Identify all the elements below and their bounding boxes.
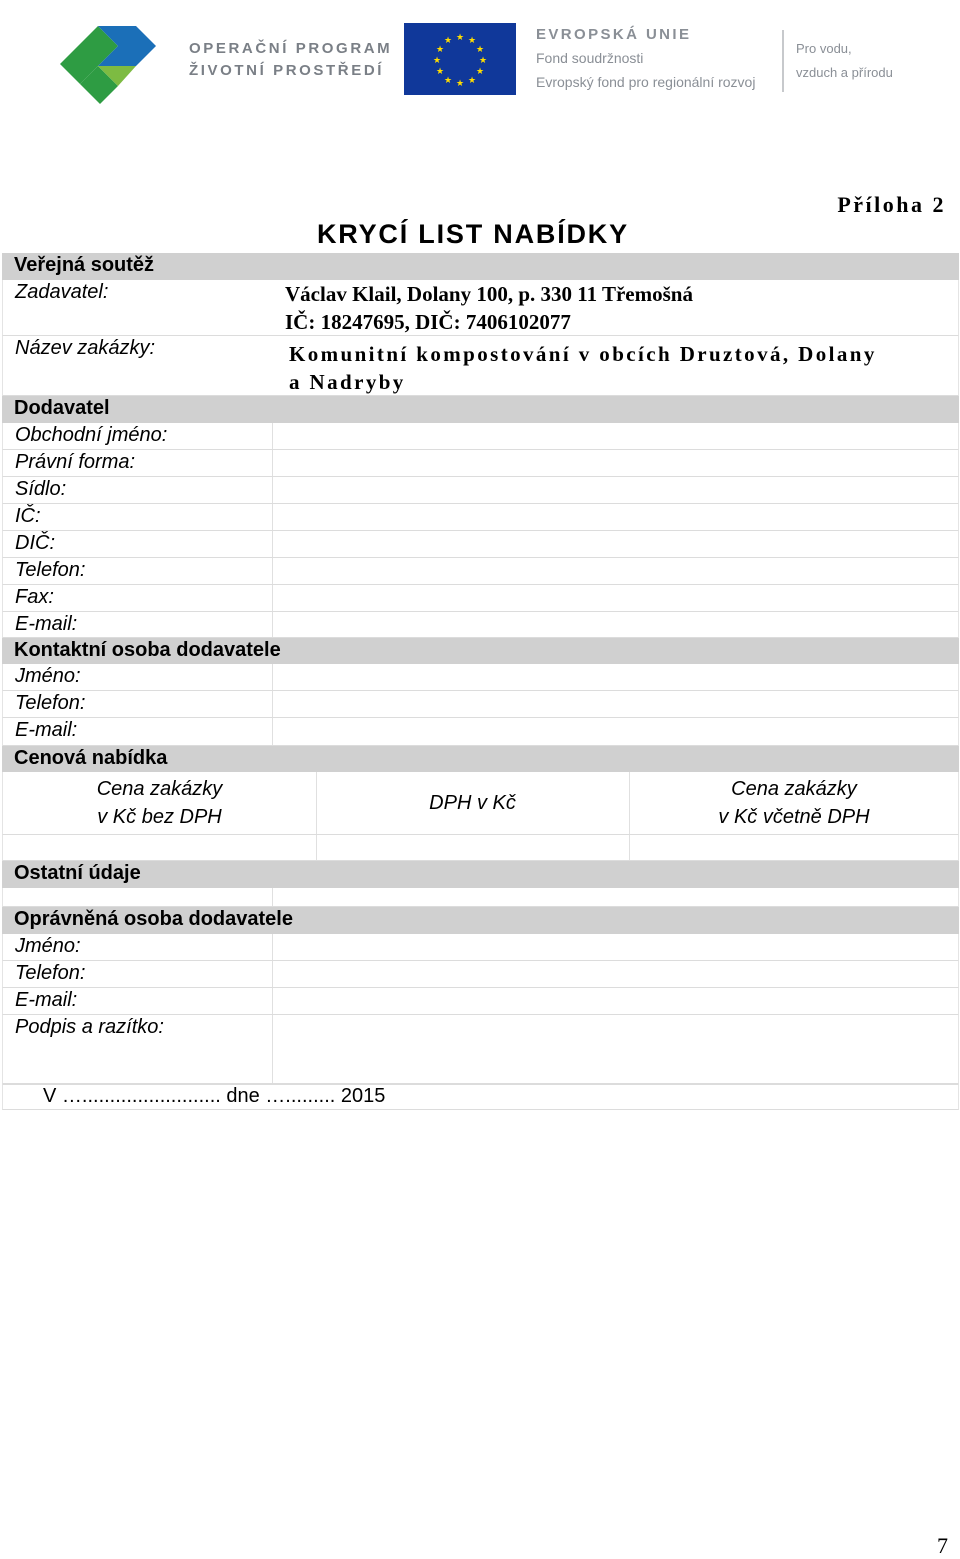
field-label: Obchodní jméno: — [15, 424, 168, 446]
field-label: Fax: — [15, 586, 54, 608]
eu-logo-text: EVROPSKÁ UNIE Fond soudržnosti Evropský fond pro regionální rozvoj — [536, 26, 756, 90]
opzp-logo-text: OPERAČNÍ PROGRAM ŽIVOTNÍ PROSTŘEDÍ — [189, 40, 393, 79]
section-supplier: Dodavatel — [2, 396, 959, 423]
authorized-field-row[interactable] — [2, 961, 959, 988]
supplier-field-row[interactable] — [2, 585, 959, 612]
contact-field-row[interactable] — [2, 718, 959, 746]
logo-divider — [782, 30, 784, 92]
field-label: Jméno: — [15, 665, 81, 687]
svg-text:★: ★ — [478, 56, 488, 66]
field-label: IČ: — [15, 505, 41, 527]
svg-text:★: ★ — [455, 79, 465, 89]
supplier-field-row[interactable] — [2, 504, 959, 531]
contact-field-row[interactable] — [2, 691, 959, 718]
other-info-row[interactable] — [2, 888, 959, 907]
field-label: DIČ: — [15, 532, 55, 554]
svg-text:★: ★ — [467, 36, 477, 46]
signature-stamp-row[interactable] — [2, 1015, 959, 1084]
field-label: Telefon: — [15, 962, 86, 984]
section-public-tender: Veřejná soutěž — [2, 253, 959, 280]
motto-text: Pro vodu, vzduch a přírodu — [796, 41, 893, 80]
svg-text:★: ★ — [435, 45, 445, 55]
contract-name-label: Název zakázky: — [15, 337, 156, 359]
svg-text:★: ★ — [435, 67, 445, 77]
page-number: 7 — [937, 1533, 948, 1558]
supplier-field-row[interactable] — [2, 558, 959, 585]
supplier-field-row[interactable] — [2, 423, 959, 450]
field-label: Jméno: — [15, 935, 81, 957]
field-label: E-mail: — [15, 613, 78, 635]
svg-text:★: ★ — [467, 76, 477, 86]
field-label: Sídlo: — [15, 478, 67, 500]
price-values-row[interactable] — [2, 835, 959, 861]
supplier-field-row[interactable] — [2, 612, 959, 638]
price-without-vat-header: Cena zakázky v Kč bez DPH — [96, 778, 223, 828]
field-label: Telefon: — [15, 559, 86, 581]
document-title: KRYCÍ LIST NABÍDKY — [317, 219, 629, 249]
eu-flag-icon — [404, 23, 516, 95]
svg-text:★: ★ — [432, 56, 442, 66]
place-date-text: V …......................... dne …......... 2015 — [43, 1085, 386, 1107]
logo-bar — [0, 0, 960, 120]
contract-name-row — [2, 336, 959, 396]
contracting-authority-row — [2, 280, 959, 336]
price-with-vat-header: Cena zakázky v Kč včetně DPH — [718, 778, 870, 828]
section-price-offer: Cenová nabídka — [2, 746, 959, 772]
svg-text:★: ★ — [475, 45, 485, 55]
field-label: Podpis a razítko: — [15, 1016, 164, 1038]
field-label: E-mail: — [15, 719, 78, 741]
vat-header: DPH v Kč — [429, 792, 516, 814]
svg-text:★: ★ — [475, 67, 485, 77]
supplier-field-row[interactable] — [2, 477, 959, 504]
place-date-row[interactable] — [2, 1084, 959, 1110]
authorized-field-row[interactable] — [2, 934, 959, 961]
contracting-authority-label: Zadavatel: — [15, 281, 109, 303]
svg-text:★: ★ — [455, 33, 465, 43]
svg-text:★: ★ — [443, 36, 453, 46]
section-contact-person: Kontaktní osoba dodavatele — [2, 638, 959, 664]
supplier-field-row[interactable] — [2, 531, 959, 558]
authorized-field-row[interactable] — [2, 988, 959, 1015]
field-label: Právní forma: — [15, 451, 136, 473]
contracting-authority-value: Václav Klail, Dolany 100, p. 330 11 Třemošná IČ: 18247695, DIČ: 7406102077 — [285, 282, 693, 334]
field-label: E-mail: — [15, 989, 78, 1011]
section-authorized-person: Oprávněná osoba dodavatele — [2, 907, 959, 934]
supplier-field-row[interactable] — [2, 450, 959, 477]
contract-name-value: Komunitní kompostování v obcích Druztová, Dolany a Nadryby — [289, 342, 877, 394]
section-other-info: Ostatní údaje — [2, 861, 959, 888]
annex-label: Příloha 2 — [837, 192, 946, 217]
price-header-row — [2, 772, 959, 835]
opzp-logo-icon — [52, 12, 172, 107]
svg-text:★: ★ — [443, 76, 453, 86]
field-label: Telefon: — [15, 692, 86, 714]
contact-field-row[interactable] — [2, 664, 959, 691]
